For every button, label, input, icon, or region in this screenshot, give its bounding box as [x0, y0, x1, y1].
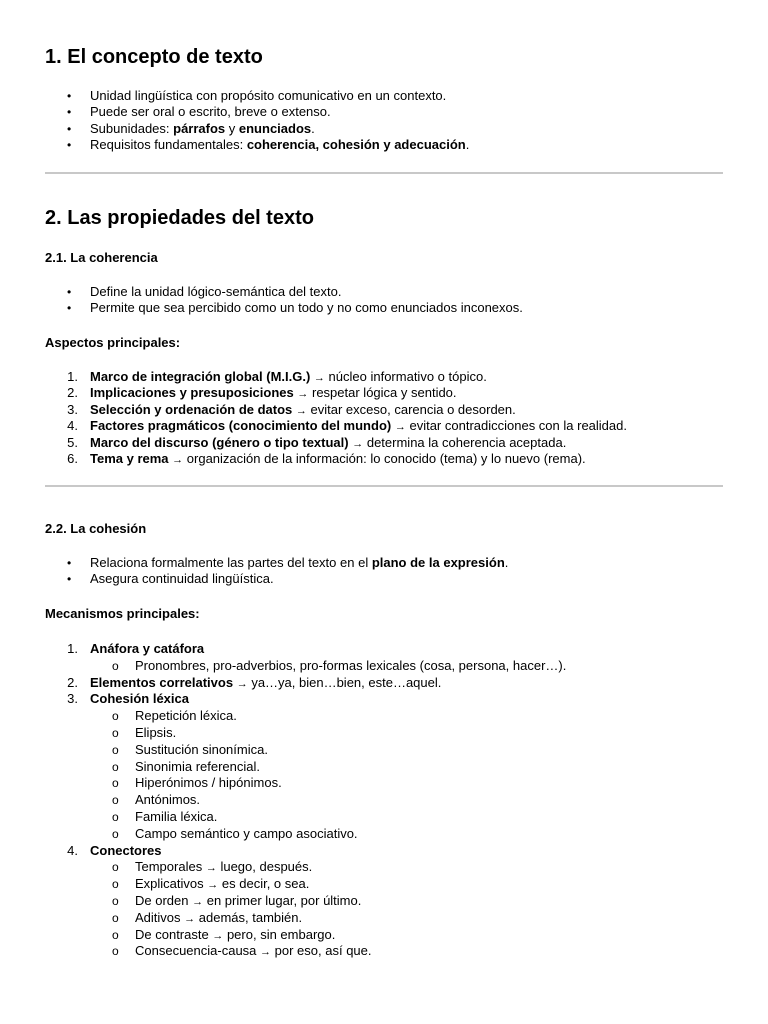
- section-1-bullet-list: [45, 88, 723, 154]
- section-1-title: 1. El concepto de texto: [45, 46, 263, 68]
- list-item: • Requisitos fundamentales: coherencia, cohesión y adecuación.: [67, 137, 470, 153]
- sub-list-item: o Explicativos → es decir, o sea.: [112, 876, 310, 892]
- cohesion-heading: 2.2. La cohesión: [45, 521, 147, 536]
- sub-list-item: o Campo semántico y campo asociativo.: [112, 825, 358, 841]
- mechanisms-list: [45, 641, 723, 960]
- sub-list-item: o Hiperónimos / hipónimos.: [112, 775, 282, 791]
- list-item: 2. Elementos correlativos → ya…ya, bien…bien, este…aquel.: [67, 674, 442, 690]
- sub-list-item: o Pronombres, pro-adverbios, pro-formas lexicales (cosa, persona, hacer…).: [112, 657, 567, 673]
- cohesion-bullet-list: [45, 555, 723, 588]
- list-item: 5. Marco del discurso (género o tipo textual) → determina la coherencia aceptada.: [67, 434, 567, 450]
- sub-list-item: o Sinonimia referencial.: [112, 758, 261, 774]
- sub-list-item: o Temporales → luego, después.: [112, 859, 313, 875]
- list-item: • Asegura continuidad lingüística.: [67, 571, 274, 587]
- list-item: 4. Factores pragmáticos (conocimiento del mundo) → evitar contradicciones con la realidad.: [67, 418, 627, 434]
- list-item: 1. Marco de integración global (M.I.G.) → núcleo informativo o tópico.: [67, 369, 487, 384]
- sub-list-item: o Consecuencia-causa → por eso, así que.: [112, 943, 372, 959]
- list-item: 3. Selección y ordenación de datos → evitar exceso, carencia o desorden.: [67, 401, 516, 417]
- list-item: • Unidad lingüística con propósito comunicativo en un contexto.: [67, 88, 447, 103]
- list-item: 3. Cohesión léxica: [67, 691, 189, 707]
- list-item: • Define la unidad lógico-semántica del texto.: [67, 284, 342, 299]
- coherencia-heading: 2.1. La coherencia: [45, 250, 158, 265]
- list-item: • Subunidades: párrafos y enunciados.: [67, 120, 315, 136]
- coherencia-bullet-list: [45, 284, 723, 317]
- list-item: • Puede ser oral o escrito, breve o extenso.: [67, 104, 331, 120]
- divider: [45, 172, 723, 174]
- aspects-label: Aspectos principales:: [45, 335, 181, 350]
- list-item: 1. Anáfora y catáfora: [67, 641, 205, 656]
- sub-list-item: o De contraste → pero, sin embargo.: [112, 926, 336, 942]
- list-item: • Permite que sea percibido como un todo y no como enunciados inconexos.: [67, 300, 523, 316]
- list-item: 4. Conectores: [67, 842, 162, 858]
- sub-list-item: o Elipsis.: [112, 724, 177, 740]
- sub-list-item: o Sustitución sinonímica.: [112, 741, 268, 757]
- list-item: 2. Implicaciones y presuposiciones → respetar lógica y sentido.: [67, 385, 457, 401]
- divider: [45, 485, 723, 487]
- sub-list-item: o Repetición léxica.: [112, 708, 237, 724]
- list-item: 6. Tema y rema → organización de la información: lo conocido (tema) y lo nuevo (rema).: [67, 450, 586, 466]
- mechanisms-label: Mecanismos principales:: [45, 606, 200, 621]
- sub-list-item: o De orden → en primer lugar, por último.: [112, 892, 362, 908]
- sub-list-item: o Familia léxica.: [112, 808, 218, 824]
- section-2-title: 2. Las propiedades del texto: [45, 207, 314, 229]
- aspects-list: [45, 369, 723, 467]
- list-item: • Relaciona formalmente las partes del texto en el plano de la expresión.: [67, 555, 509, 570]
- sub-list-item: o Antónimos.: [112, 792, 201, 808]
- sub-list-item: o Aditivos → además, también.: [112, 909, 303, 925]
